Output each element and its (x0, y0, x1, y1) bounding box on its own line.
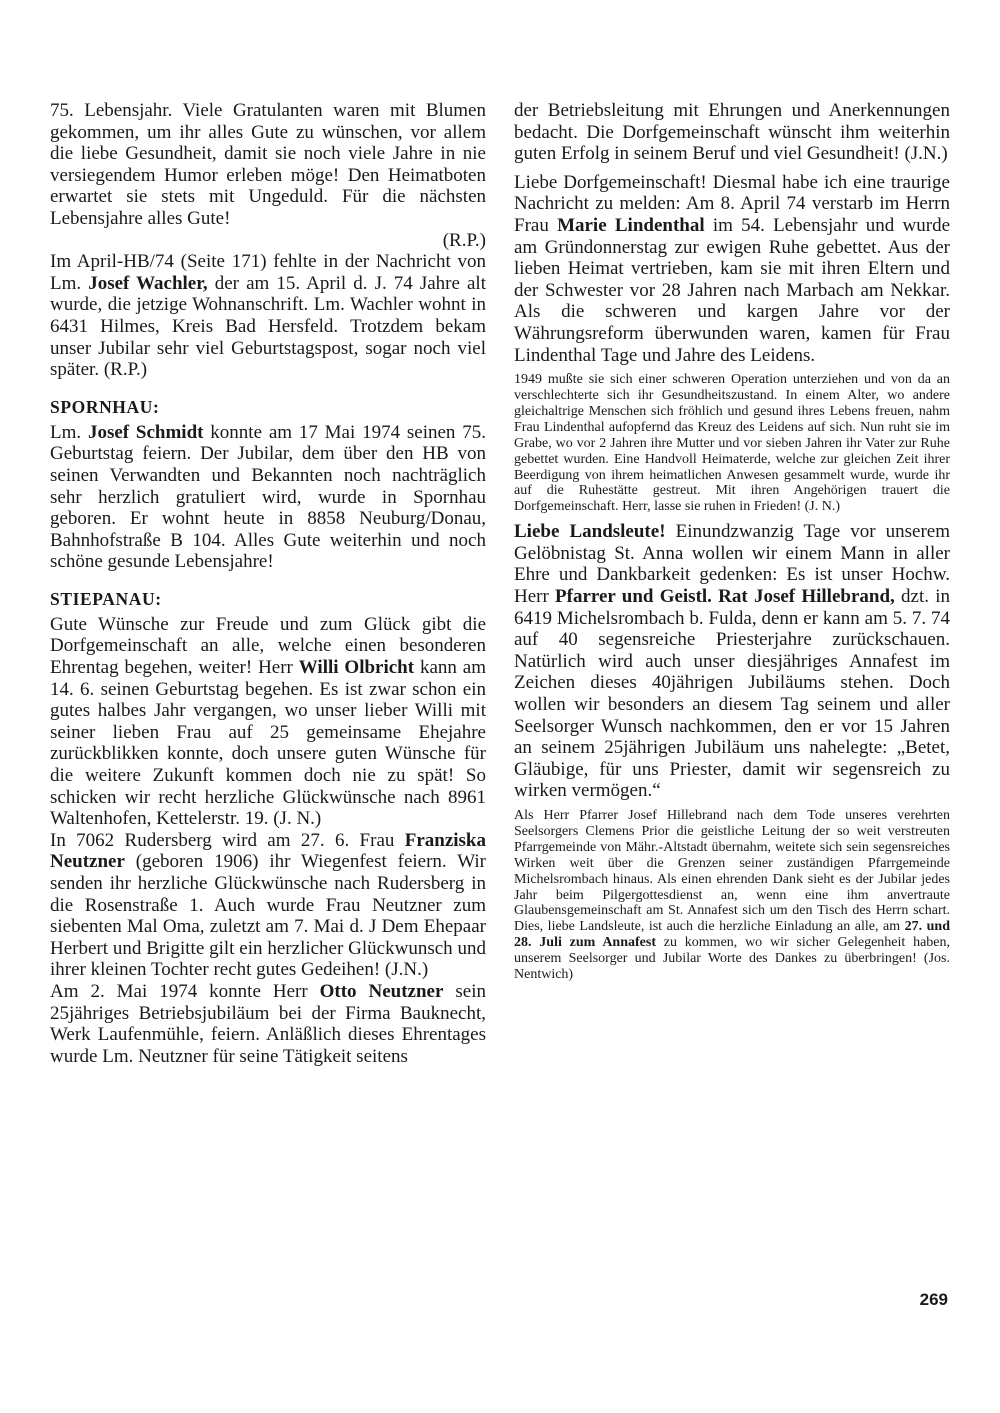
obituary-small-paragraph: 1949 mußte sie sich einer schweren Operation unterziehen und von da an verschlechterte sich ihr Gesundheitszustand. In einem Alter, wo andere gleichaltrige Menschen sich fröhlich und gesund ihres Lebens freuen, nahm Frau Lindenthal aufopfernd das Kreuz des Leidens auf sich. Nun ruht sie im Grabe, wo vor 2 Jahren ihre Mutter und vor sieben Jahren ihr Vater zur Ruhe gebettet wurden. Eine Handvoll Heimaterde, welche zur gleichen Zeit ihrer Beerdigung von ihrem heimatlichen Anwesen gesammelt wurde, wurde ihr auf die Ruhestätte gestreut. Mit ihren Angehörigen trauert die Dorfgemeinschaft. Herr, lasse sie ruhen in Frieden! (J. N.) (514, 372, 950, 515)
franziska-neutzner-paragraph: In 7062 Rudersberg wird am 27. 6. Frau Franziska Neutzner (geboren 1906) ihr Wiegenfest feiern. Wir senden ihr herzliche Glückwünsche nach Rudersberg in die Rosenstraße 1. Auch wurde Frau Neutzner zum siebenten Mal Oma, zuletzt am 7. Mai d. J Dem Ehepaar Herbert und Brigitte gilt ein herzlicher Glückwunsch und ihrer kleinen Tochter recht gutes Gedeihen! (J.N.) (50, 829, 486, 981)
olbricht-paragraph: Gute Wünsche zur Freude und zum Glück gibt die Dorfgemeinschaft an alle, welche einen besonderen Ehrentag begehen, weiter! Herr Willi Olbricht kann am 14. 6. seinen Geburtstag begehen. Es ist zwar schon ein gutes halbes Jahr vergangen, wo unser lieber Willi mit seiner lieben Frau auf 25 gemeinsame Ehejahre zurückblikken konnte, doch unsere guten Wünsche für die weitere Zukunft kommen doch nie zu spät! So schicken wir recht herzliche Glückwünsche nach 8961 Waltenhofen, Kettelerstr. 19. (J. N.) (50, 613, 486, 830)
author-initials: (R.P.) (442, 229, 486, 251)
salutation: Liebe Landsleute! (514, 521, 666, 543)
wachler-paragraph: Im April-HB/74 (Seite 171) fehlte in der Nachricht von Lm. Josef Wachler, der am 15. April d. J. 74 Jahre alt wurde, die jetzige Wohnanschrift. Lm. Wachler wohnt in 6431 Hilmes, Kreis Bad Hersfeld. Trotzdem bekam unser Jubilar sehr viel Geburtstagspost, sogar noch viel später. (R.P.) (50, 251, 486, 381)
person-name: Otto Neutzner (319, 980, 444, 1002)
section-heading-stiepanau: STIEPANAU: (50, 588, 162, 609)
person-name: Willi Olbricht (298, 657, 415, 679)
person-name: Marie Lindenthal (557, 214, 705, 236)
annafest-small-paragraph: Als Herr Pfarrer Josef Hillebrand nach dem Tode unseres verehrten Seelsorgers Clemens Prior die geistliche Leitung der so weit verstreuten Pfarrgemeinde von Mähr.-Altstadt übernahm, weitete sich sein segensreiches Wirken weit über die Grenzen seiner zuständigen Pfarrgemeinde Michelsrombach hinaus. Als einen ehrenden Dank sieht es der Jubilar jedes Jahr beim Pilgergottesdienst an, wenn eine ihm anvertraute Glaubensgemeinschaft am St. Annafest sich um den Tisch des Herrn schart. Dies, liebe Landsleute, ist auch die herzliche Einladung an alle, am 27. und 28. Juli zum Annafest zu kommen, wo wir sicher Gelegenheit haben, unserem Seelsorger und Jubilar Worte des Dankes zu überbringen! (Jos. Nentwich) (514, 808, 951, 983)
right-column (514, 100, 950, 989)
otto-neutzner-paragraph: Am 2. Mai 1974 konnte Herr Otto Neutzner sein 25jähriges Betriebsjubiläum bei der Firma Bauknecht, Werk Laufenmühle, feiern. Anläßlich dieses Ehrentages wurde Lm. Neutzner für seine Tätigkeit seitens (50, 980, 486, 1067)
person-name: Josef Wachler, (88, 272, 208, 294)
schmidt-paragraph: Lm. Josef Schmidt konnte am 17 Mai 1974 seinen 75. Geburtstag feiern. Der Jubilar, dem über den HB von seinen Verwandten und Bekannten noch nachträglich sehr herzlich gratuliert wird, wurde in Spornhau geboren. Er wohnt heute in 8858 Neuburg/Donau, Bahnhofstraße B 104. Alles Gute weiterhin und noch schöne gesunde Lebensjahre! (50, 421, 486, 573)
continuation-paragraph: der Betriebsleitung mit Ehrungen und Anerkennungen bedacht. Die Dorfgemeinschaft wünscht ihm weiterhin guten Erfolg in seinem Beruf und viel Gesundheit! (J.N.) (514, 100, 950, 165)
event-date: 27. und 28. Juli zum Annafest (514, 919, 951, 951)
page-number: 269 (919, 1290, 948, 1309)
birthday-notice-paragraph: 75. Lebensjahr. Viele Gratulanten waren mit Blumen gekommen, um ihr alles Gute zu wünschen, vor allem die liebe Gesundheit, damit sie noch viele Jahre in nie versiegendem Humor erleben möge! Den Heimatboten erwartet sie stets mit Ungeduld. Für die nächsten Lebensjahre alles Gute! (50, 100, 486, 229)
lindenthal-paragraph: Liebe Dorfgemeinschaft! Diesmal habe ich eine traurige Nachricht zu melden: Am 8. April 74 verstarb im Herrn Frau Marie Lindenthal im 54. Lebensjahr und wurde am Gründonnerstag zur ewigen Ruhe gebettet. Aus der lieben Heimat vertrieben, kam sie mit ihren Eltern und der Schwester vor 28 Jahren nach Marbach am Nekkar. Als die schweren und kargen Jahre vor der Währungsreform überwunden waren, kamen für Frau Lindenthal Tage und Jahre des Leidens. (514, 171, 950, 366)
hillebrand-paragraph: Liebe Landsleute! Einundzwanzig Tage vor unserem Gelöbnistag St. Anna wollen wir einem Mann in aller Ehre und Dankbarkeit gedenken: Es ist unser Hochw. Herr Pfarrer und Geistl. Rat Josef Hillebrand, dzt. in 6419 Michelsrombach b. Fulda, denn er kann am 5. 7. 74 auf 40 segensreiche Priesterjahre zurückschauen. Natürlich wird auch unser diesjähriges Annafest im Zeichen dieses 40jährigen Jubiläums stehen. Doch wollen wir besonders an diesem Tag seinem und aller Seelsorger Wunsch nachkommen, den er vor 15 Jahren an seinem 25jährigen Jubiläum uns nahelegte: „Betet, Gläubige, für uns Priester, damit wir segensreich zu wirken vermögen.“ (514, 521, 950, 802)
left-column (50, 100, 486, 1067)
person-name: Pfarrer und Geistl. Rat Josef Hillebrand, (555, 586, 895, 608)
person-name: Josef Schmidt (87, 421, 204, 443)
person-name: Franziska Neutzner (50, 829, 486, 873)
section-heading-spornhau: SPORNHAU: (50, 396, 160, 417)
